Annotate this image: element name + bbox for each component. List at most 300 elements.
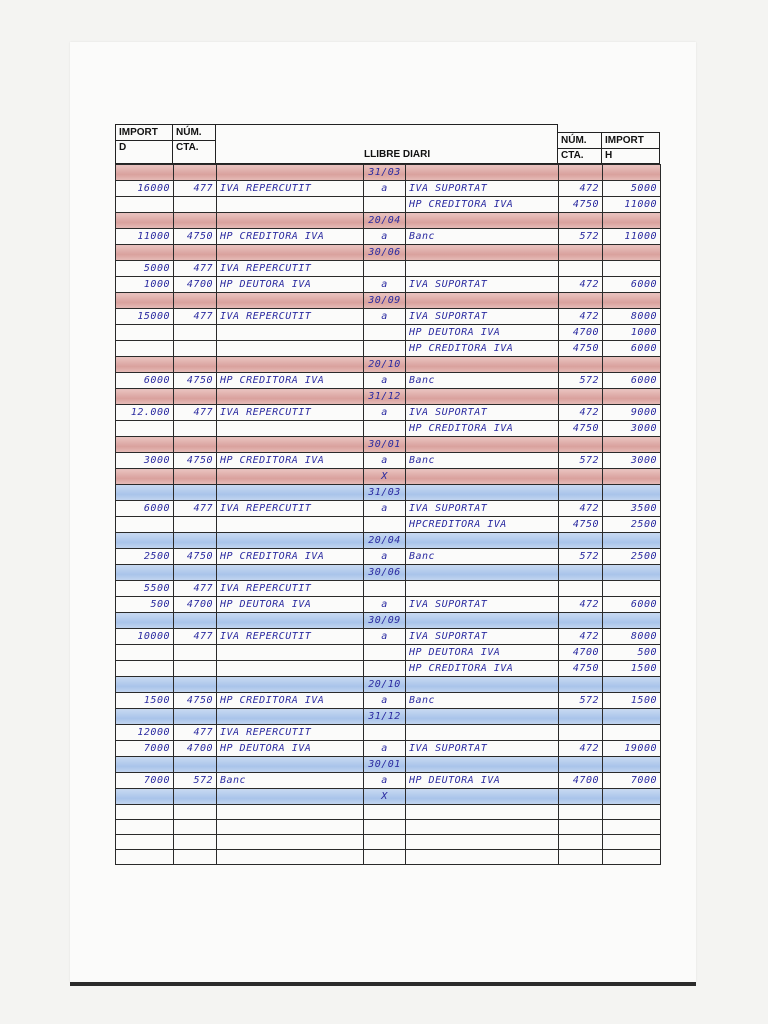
credit-account-name [406,389,559,405]
credit-account: 4700 [559,645,603,661]
credit-account [559,261,603,277]
entry-date: 20/10 [364,677,406,693]
credit-account-name [406,805,559,820]
debit-account-name [217,421,364,437]
header-d-label: D [116,140,172,154]
debit-amount: 6000 [116,501,174,517]
credit-account-name [406,850,559,865]
credit-account-name: HP DEUTORA IVA [406,325,559,341]
credit-amount [603,725,661,741]
credit-account [559,613,603,629]
debit-amount [116,245,174,261]
credit-account-name: HP CREDITORA IVA [406,661,559,677]
credit-account-name [406,165,559,181]
connector [364,835,406,850]
connector [364,661,406,677]
table-row [116,645,661,661]
debit-amount: 3000 [116,453,174,469]
credit-account [559,245,603,261]
credit-account-name [406,485,559,501]
credit-amount: 6000 [603,277,661,293]
blue-date-band-row [116,565,661,581]
table-row [116,820,661,835]
credit-amount [603,389,661,405]
credit-account [559,357,603,373]
debit-account-name: Banc [217,773,364,789]
debit-account: 477 [174,261,217,277]
debit-account [174,835,217,850]
credit-account-name [406,820,559,835]
credit-account-name: IVA SUPORTAT [406,629,559,645]
credit-amount: 1000 [603,325,661,341]
credit-amount [603,835,661,850]
debit-account [174,213,217,229]
table-row [116,197,661,213]
red-date-band-row [116,245,661,261]
debit-account-name [217,197,364,213]
connector [364,517,406,533]
ledger-header [115,124,660,164]
debit-amount [116,565,174,581]
credit-account-name: HP DEUTORA IVA [406,773,559,789]
table-row [116,835,661,850]
credit-account [559,789,603,805]
credit-amount: 11000 [603,229,661,245]
blue-date-band-row [116,709,661,725]
credit-account: 472 [559,181,603,197]
header-cta-right-label: CTA. [558,148,601,162]
entry-date: 31/12 [364,389,406,405]
credit-account [559,437,603,453]
debit-amount [116,437,174,453]
credit-account [559,725,603,741]
debit-account [174,197,217,213]
credit-account [559,677,603,693]
entry-date: 31/03 [364,485,406,501]
table-row [116,693,661,709]
debit-amount: 5500 [116,581,174,597]
debit-amount [116,533,174,549]
credit-account [559,820,603,835]
credit-account [559,757,603,773]
credit-amount: 8000 [603,309,661,325]
debit-account: 477 [174,725,217,741]
debit-amount [116,357,174,373]
blue-date-band-row [116,533,661,549]
debit-amount [116,325,174,341]
debit-account: 477 [174,581,217,597]
debit-account [174,533,217,549]
credit-account-name: Banc [406,549,559,565]
connector [364,850,406,865]
page-edge [70,982,696,986]
connector: a [364,597,406,613]
credit-account-name [406,245,559,261]
entry-date: 31/03 [364,165,406,181]
debit-account-name [217,820,364,835]
credit-account-name: IVA SUPORTAT [406,405,559,421]
debit-account-name: IVA REPERCUTIT [217,725,364,741]
blue-date-band-row [116,613,661,629]
red-date-band-row [116,437,661,453]
blue-date-band-row [116,757,661,773]
credit-amount: 2500 [603,517,661,533]
credit-account-name [406,357,559,373]
credit-amount [603,293,661,309]
credit-amount [603,357,661,373]
entry-date: 30/09 [364,613,406,629]
debit-amount: 2500 [116,549,174,565]
credit-account-name [406,581,559,597]
debit-account-name [217,293,364,309]
debit-account-name: HP CREDITORA IVA [217,229,364,245]
header-num-cta-right [557,132,602,164]
credit-account [559,565,603,581]
debit-account-name [217,805,364,820]
credit-account [559,389,603,405]
header-import-d-label: IMPORT [119,127,158,138]
debit-account [174,805,217,820]
debit-account [174,437,217,453]
credit-account-name [406,789,559,805]
debit-account: 477 [174,405,217,421]
connector: a [364,693,406,709]
debit-account-name [217,757,364,773]
debit-amount [116,820,174,835]
blue-date-band-row [116,789,661,805]
entry-date: X [364,469,406,485]
entry-date: 30/01 [364,437,406,453]
connector: a [364,309,406,325]
debit-account-name [217,357,364,373]
connector [364,325,406,341]
debit-account [174,245,217,261]
debit-account [174,389,217,405]
table-row [116,773,661,789]
credit-account-name: HP CREDITORA IVA [406,197,559,213]
debit-account-name [217,835,364,850]
debit-amount: 500 [116,597,174,613]
debit-account: 4750 [174,373,217,389]
red-date-band-row [116,357,661,373]
debit-account-name: IVA REPERCUTIT [217,181,364,197]
debit-amount [116,645,174,661]
debit-amount: 11000 [116,229,174,245]
credit-account-name [406,613,559,629]
debit-account [174,421,217,437]
debit-account [174,517,217,533]
debit-amount [116,213,174,229]
connector: a [364,229,406,245]
debit-amount [116,517,174,533]
connector: a [364,405,406,421]
table-row [116,325,661,341]
debit-account: 4700 [174,741,217,757]
table-row [116,805,661,820]
debit-amount: 7000 [116,773,174,789]
table-row [116,341,661,357]
header-import-d [115,124,173,164]
credit-amount [603,245,661,261]
credit-account-name [406,677,559,693]
credit-account-name [406,437,559,453]
credit-amount: 11000 [603,197,661,213]
debit-account-name: HP CREDITORA IVA [217,373,364,389]
debit-amount [116,469,174,485]
entry-date: 31/12 [364,709,406,725]
credit-amount [603,581,661,597]
credit-account [559,709,603,725]
credit-account-name [406,213,559,229]
table-row [116,373,661,389]
debit-account [174,757,217,773]
debit-account-name [217,165,364,181]
debit-account-name [217,437,364,453]
table-row [116,741,661,757]
ledger-title: LLIBRE DIARI [364,149,431,160]
credit-account: 4750 [559,197,603,213]
credit-amount [603,805,661,820]
debit-account-name [217,245,364,261]
debit-amount: 15000 [116,309,174,325]
debit-account-name [217,485,364,501]
debit-account-name: IVA REPERCUTIT [217,629,364,645]
debit-account-name [217,213,364,229]
debit-account [174,293,217,309]
debit-amount: 1000 [116,277,174,293]
table-row [116,405,661,421]
credit-account-name: IVA SUPORTAT [406,309,559,325]
debit-amount [116,850,174,865]
debit-account-name [217,565,364,581]
credit-account: 572 [559,229,603,245]
credit-account-name: HP CREDITORA IVA [406,421,559,437]
debit-account-name [217,341,364,357]
credit-account: 472 [559,405,603,421]
red-date-band-row [116,293,661,309]
credit-account-name [406,835,559,850]
credit-account [559,485,603,501]
table-row [116,725,661,741]
table-row [116,597,661,613]
debit-account-name [217,469,364,485]
credit-account-name: HP CREDITORA IVA [406,341,559,357]
debit-account [174,645,217,661]
connector [364,341,406,357]
debit-account [174,565,217,581]
table-row [116,629,661,645]
debit-amount [116,165,174,181]
ledger-table [115,164,661,865]
debit-amount [116,613,174,629]
entry-date: X [364,789,406,805]
debit-account-name [217,677,364,693]
debit-amount [116,197,174,213]
red-date-band-row [116,469,661,485]
connector [364,820,406,835]
connector: a [364,741,406,757]
debit-account-name: IVA REPERCUTIT [217,261,364,277]
header-num-left-label: NÚM. [176,127,202,138]
debit-account [174,789,217,805]
credit-account-name: IVA SUPORTAT [406,181,559,197]
debit-account: 4750 [174,229,217,245]
credit-account-name: HP DEUTORA IVA [406,645,559,661]
debit-account: 4700 [174,277,217,293]
debit-account-name [217,517,364,533]
credit-account-name: Banc [406,453,559,469]
debit-amount [116,485,174,501]
table-row [116,661,661,677]
credit-amount [603,677,661,693]
debit-account-name: IVA REPERCUTIT [217,405,364,421]
credit-amount: 6000 [603,373,661,389]
table-row [116,181,661,197]
debit-amount [116,293,174,309]
connector: a [364,181,406,197]
credit-amount: 1500 [603,693,661,709]
credit-amount [603,165,661,181]
table-row [116,229,661,245]
debit-amount: 10000 [116,629,174,645]
table-row [116,277,661,293]
debit-account [174,677,217,693]
debit-amount [116,421,174,437]
debit-account [174,485,217,501]
connector [364,645,406,661]
credit-account: 572 [559,373,603,389]
debit-account-name [217,613,364,629]
connector: a [364,277,406,293]
debit-account: 4700 [174,597,217,613]
credit-amount [603,533,661,549]
credit-amount: 7000 [603,773,661,789]
credit-amount [603,613,661,629]
credit-amount [603,820,661,835]
credit-amount [603,213,661,229]
credit-amount: 500 [603,645,661,661]
credit-account: 4700 [559,325,603,341]
debit-account-name: HP DEUTORA IVA [217,741,364,757]
debit-amount [116,805,174,820]
credit-account [559,850,603,865]
debit-account-name: HP CREDITORA IVA [217,453,364,469]
debit-amount [116,757,174,773]
debit-account-name: IVA REPERCUTIT [217,581,364,597]
table-row [116,309,661,325]
debit-amount: 16000 [116,181,174,197]
connector [364,197,406,213]
credit-account [559,581,603,597]
header-title-cell [215,124,558,164]
credit-account: 4750 [559,517,603,533]
credit-amount: 19000 [603,741,661,757]
debit-account: 477 [174,309,217,325]
debit-account [174,661,217,677]
credit-account-name [406,469,559,485]
table-row [116,517,661,533]
table-row [116,261,661,277]
credit-amount: 6000 [603,341,661,357]
credit-account: 472 [559,597,603,613]
credit-account: 4700 [559,773,603,789]
credit-account: 572 [559,693,603,709]
table-row [116,581,661,597]
blue-date-band-row [116,485,661,501]
credit-account-name [406,533,559,549]
connector [364,725,406,741]
red-date-band-row [116,165,661,181]
debit-account-name [217,533,364,549]
credit-amount [603,485,661,501]
debit-account [174,165,217,181]
credit-account-name [406,293,559,309]
credit-account-name: IVA SUPORTAT [406,741,559,757]
red-date-band-row [116,389,661,405]
entry-date: 30/06 [364,245,406,261]
debit-account: 4750 [174,549,217,565]
debit-account-name: IVA REPERCUTIT [217,309,364,325]
debit-account [174,357,217,373]
credit-account: 572 [559,453,603,469]
debit-account-name [217,661,364,677]
connector: a [364,373,406,389]
credit-account [559,835,603,850]
credit-amount [603,850,661,865]
credit-account-name: Banc [406,693,559,709]
header-cta-left-label: CTA. [173,140,215,154]
entry-date: 30/09 [364,293,406,309]
credit-account: 472 [559,277,603,293]
entry-date: 20/10 [364,357,406,373]
credit-account: 4750 [559,661,603,677]
credit-account: 572 [559,549,603,565]
debit-account: 4750 [174,693,217,709]
credit-amount: 5000 [603,181,661,197]
blue-date-band-row [116,677,661,693]
debit-account [174,469,217,485]
connector [364,421,406,437]
credit-account-name [406,565,559,581]
table-row [116,549,661,565]
debit-account-name: IVA REPERCUTIT [217,501,364,517]
debit-account-name [217,645,364,661]
credit-account-name: HPCREDITORA IVA [406,517,559,533]
connector [364,261,406,277]
table-row [116,421,661,437]
debit-amount [116,389,174,405]
debit-account: 477 [174,629,217,645]
connector: a [364,549,406,565]
credit-account [559,293,603,309]
credit-amount [603,261,661,277]
debit-account: 477 [174,181,217,197]
credit-amount [603,437,661,453]
credit-amount: 8000 [603,629,661,645]
debit-amount [116,709,174,725]
debit-amount: 5000 [116,261,174,277]
credit-amount: 3000 [603,421,661,437]
entry-date: 30/06 [364,565,406,581]
table-row [116,453,661,469]
credit-amount: 1500 [603,661,661,677]
credit-amount [603,757,661,773]
credit-account [559,805,603,820]
credit-account-name: IVA SUPORTAT [406,597,559,613]
debit-amount [116,341,174,357]
header-num-cta-left [172,124,216,164]
credit-account-name [406,709,559,725]
